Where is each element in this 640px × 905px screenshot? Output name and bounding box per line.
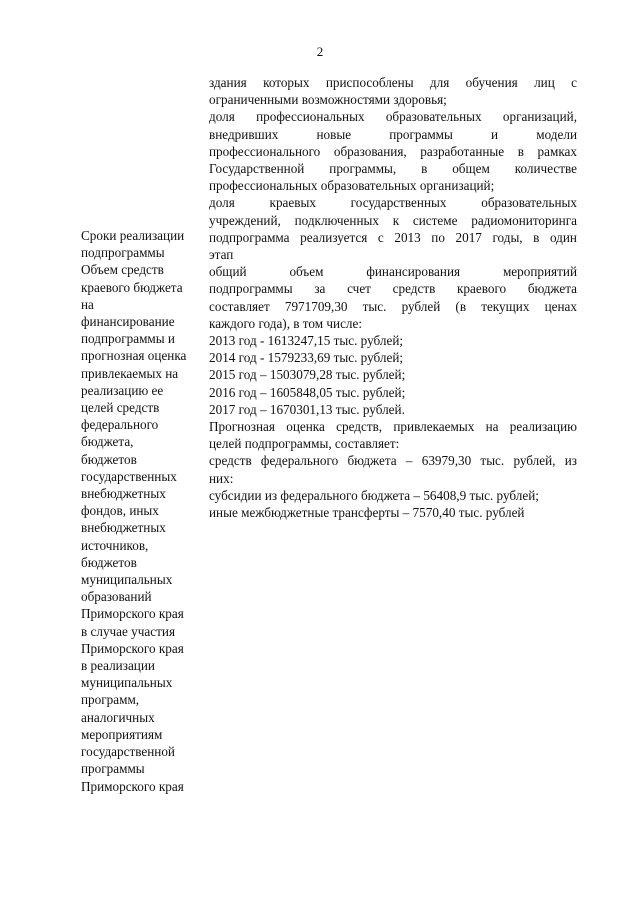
row-values-column [209, 74, 577, 521]
forecast-text-line: Прогнозная оценка средств, привлекаемых на реализацию [209, 419, 577, 435]
row-label-line: образований [81, 589, 152, 605]
row-label-line: Приморского края [81, 640, 184, 656]
forecast-text-line: средств федерального бюджета – 63979,30 тыс. рублей, из [209, 453, 577, 469]
funding-year-line: 2013 год - 1613247,15 тыс. рублей; [209, 333, 404, 349]
row-label-line: внебюджетных [81, 520, 166, 536]
funding-text-line: каждого года), в том числе: [209, 315, 363, 331]
funding-text-line: составляет 7971709,30 тыс. рублей (в текущих ценах [209, 298, 577, 314]
body-text-line: внедривших новые программы и модели [209, 126, 577, 142]
forecast-text-line: иные межбюджетные трансферты – 7570,40 тыс. рублей [209, 505, 525, 521]
body-text-line: доля краевых государственных образовательных [209, 195, 577, 211]
row-label-line: бюджета, [81, 434, 134, 450]
row-label-line: фондов, иных [81, 503, 159, 519]
row-label-line: реализацию ее [81, 382, 164, 398]
row-label-line: Сроки реализации [81, 228, 185, 243]
funding-year-line: 2017 год – 1670301,13 тыс. рублей. [209, 401, 405, 417]
row-label-line: программы [81, 761, 145, 777]
forecast-text-line: целей подпрограммы, составляет: [209, 436, 400, 452]
row-label-line: финансирование [81, 314, 175, 330]
row-label-line: подпрограммы [81, 245, 165, 261]
row-label-line: муниципальных [81, 572, 173, 588]
row-label-line: внебюджетных [81, 486, 166, 502]
row-label-line: государственной [81, 744, 175, 760]
body-text-line: доля профессиональных образовательных организаций, [209, 109, 577, 125]
funding-year-line: 2014 год - 1579233,69 тыс. рублей; [209, 350, 404, 366]
funding-year-line: 2015 год – 1503079,28 тыс. рублей; [209, 367, 406, 383]
forecast-text-line: субсидии из федерального бюджета – 56408,9 тыс. рублей; [209, 487, 539, 503]
body-text-line: профессиональных образовательных организаций; [209, 178, 495, 194]
funding-year-line: 2016 год – 1605848,05 тыс. рублей; [209, 384, 406, 400]
period-text-line: этап [209, 247, 234, 263]
page-number: 2 [316, 44, 324, 59]
row-label-line: целей средств [81, 400, 160, 416]
body-text-line: здания которых приспособлены для обучения лиц с [209, 75, 577, 90]
row-label-line: прогнозная оценка [81, 348, 187, 364]
row-label-line: Приморского края [81, 606, 184, 622]
row-label-line: программ, [81, 692, 140, 708]
body-text-line: профессионального образования, разработанные в рамках [209, 143, 577, 159]
row-label-line: подпрограммы и [81, 331, 175, 347]
body-text-line: ограниченными возможностями здоровья; [209, 92, 447, 108]
row-label-line: бюджетов [81, 554, 137, 570]
row-label-line: федерального [81, 417, 159, 433]
row-labels-column [81, 227, 206, 795]
row-label-line: привлекаемых на [81, 365, 179, 381]
body-text-line: учреждений, подключенных к системе радиомониторинга [209, 212, 577, 228]
row-label-line: в случае участия [81, 623, 176, 639]
row-label-line: мероприятиям [81, 726, 163, 742]
row-label-line: на [81, 296, 94, 312]
row-label-line: аналогичных [81, 709, 155, 725]
row-label-line: бюджетов [81, 451, 137, 467]
row-label-line: Приморского края [81, 778, 184, 794]
forecast-text-line: них: [209, 470, 234, 486]
row-label-line: Объем средств [81, 262, 164, 278]
row-label-line: в реализации [81, 658, 155, 674]
row-label-line: краевого бюджета [81, 279, 183, 295]
row-label-line: муниципальных [81, 675, 173, 691]
funding-text-line: общий объем финансирования мероприятий [209, 264, 577, 280]
row-label-line: государственных [81, 468, 177, 484]
funding-text-line: подпрограммы за счет средств краевого бюджета [209, 281, 577, 297]
period-text-line: подпрограмма реализуется с 2013 по 2017 годы, в один [209, 229, 577, 245]
body-text-line: Государственной программы, в общем количестве [209, 161, 577, 177]
row-label-line: источников, [81, 537, 149, 553]
